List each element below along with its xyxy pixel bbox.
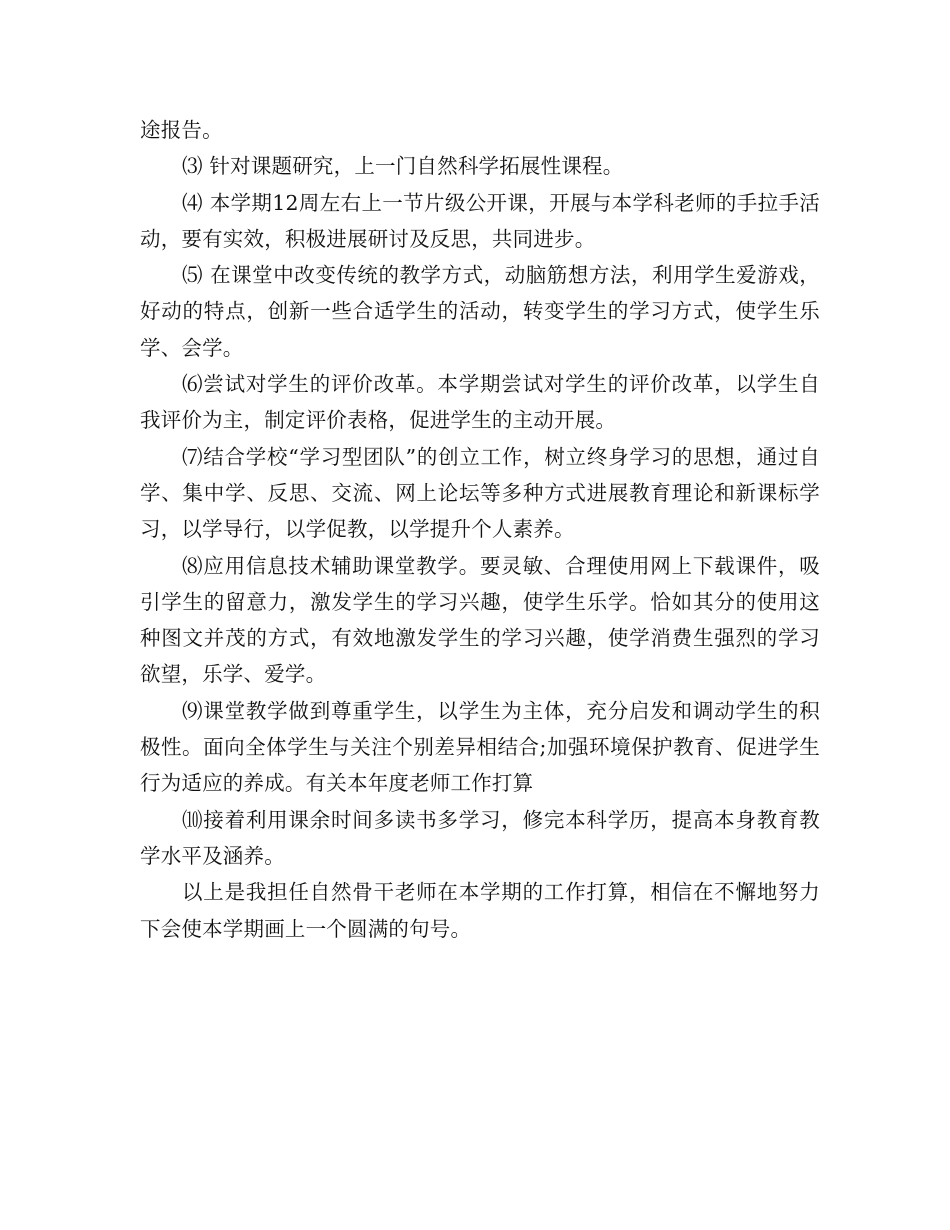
paragraph-item-6: ⑹尝试对学生的评价改革。本学期尝试对学生的评价改革，以学生自我评价为主，制定评价表格，促进学生的主动开展。 [140,372,820,433]
paragraph-conclusion: 以上是我担任自然骨干老师在本学期的工作打算，相信在不懈地努力下会使本学期画上一个圆满的句号。 [140,880,820,941]
paragraph-item-9: ⑼课堂教学做到尊重学生，以学生为主体，充分启发和调动学生的积极性。面向全体学生与关注个别差异相结合;加强环境保护教育、促进学生行为适应的养成。有关本年度老师工作打算 [140,698,820,796]
paragraph-item-3: ⑶ 针对课题研究，上一门自然科学拓展性课程。 [182,154,624,179]
paragraph-item-7: ⑺结合学校“学习型团队”的创立工作，树立终身学习的思想，通过自学、集中学、反思、交流、网上论坛等多种方式进展教育理论和新课标学习，以学导行，以学促教，以学提升个人素养。 [140,444,820,542]
paragraph-item-8: ⑻应用信息技术辅助课堂教学。要灵敏、合理使用网上下载课件，吸引学生的留意力，激发学生的学习兴趣，使学生乐学。恰如其分的使用这种图文并茂的方式，有效地激发学生的学习兴趣，使学消费生强烈的学习欲望，乐学、爱学。 [140,553,820,687]
paragraph-item-5: ⑸ 在课堂中改变传统的教学方式，动脑筋想方法，利用学生爱游戏，好动的特点，创新一些合适学生的活动，转变学生的学习方式，使学生乐学、会学。 [140,263,820,360]
document-body [140,112,820,947]
paragraph-item-4: ⑷ 本学期12周左右上一节片级公开课，开展与本学科老师的手拉手活动，要有实效，积极进展研讨及反思，共同进步。 [140,190,820,251]
paragraph-item-10: ⑽接着利用课余时间多读书多学习，修完本科学历，提高本身教育教学水平及涵养。 [140,807,820,868]
paragraph-continuation: 途报告。 [140,118,223,142]
